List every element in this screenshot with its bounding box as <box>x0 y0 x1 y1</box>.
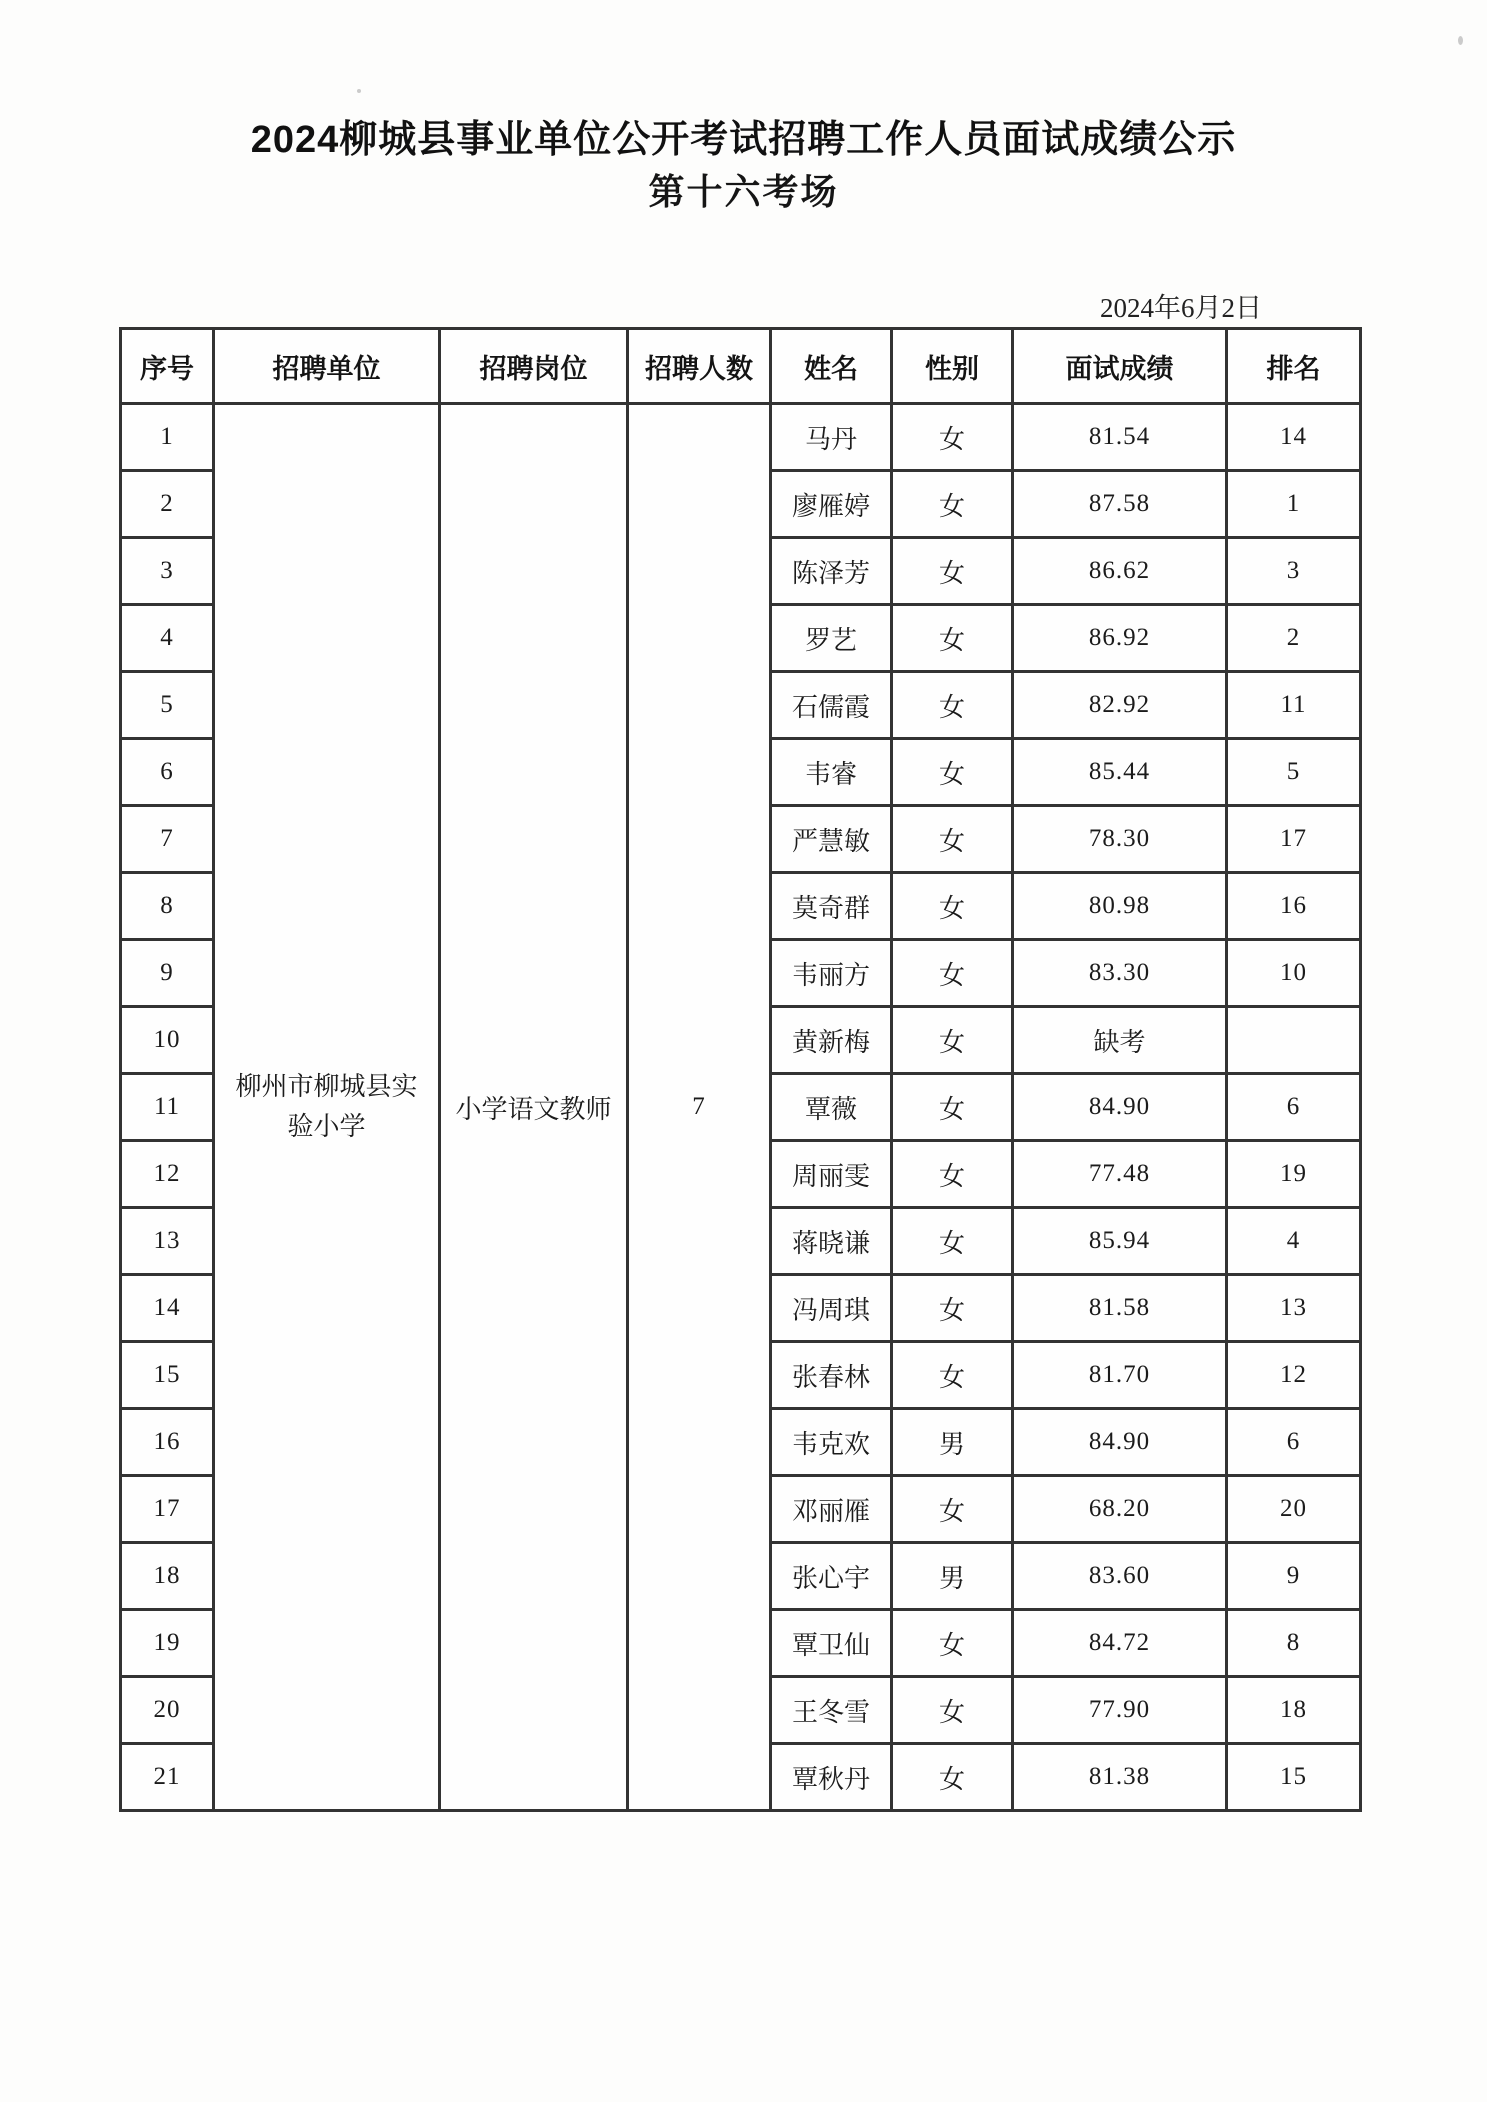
rank-cell: 2 <box>1227 605 1361 672</box>
name-cell: 廖雁婷 <box>771 471 892 538</box>
rank-cell: 15 <box>1227 1744 1361 1811</box>
gender-cell: 女 <box>892 1744 1013 1811</box>
name-cell: 罗艺 <box>771 605 892 672</box>
name-cell: 严慧敏 <box>771 806 892 873</box>
name-cell: 石儒霞 <box>771 672 892 739</box>
gender-cell: 女 <box>892 1007 1013 1074</box>
seq-cell: 1 <box>121 404 214 471</box>
gender-cell: 女 <box>892 940 1013 1007</box>
score-cell: 85.94 <box>1013 1208 1227 1275</box>
page-title: 2024柳城县事业单位公开考试招聘工作人员面试成绩公示 <box>250 119 1237 161</box>
score-cell: 84.72 <box>1013 1610 1227 1677</box>
name-cell: 周丽雯 <box>771 1141 892 1208</box>
table-body <box>121 404 1361 1811</box>
gender-cell: 女 <box>892 605 1013 672</box>
score-cell: 81.58 <box>1013 1275 1227 1342</box>
rank-cell: 1 <box>1227 471 1361 538</box>
name-cell: 邓丽雁 <box>771 1476 892 1543</box>
headcount-cell: 7 <box>628 404 771 1811</box>
gender-cell: 女 <box>892 1074 1013 1141</box>
seq-cell: 11 <box>121 1074 214 1141</box>
gender-cell: 女 <box>892 1141 1013 1208</box>
seq-cell: 15 <box>121 1342 214 1409</box>
gender-cell: 女 <box>892 672 1013 739</box>
rank-cell: 17 <box>1227 806 1361 873</box>
header-name: 姓名 <box>771 329 892 404</box>
name-cell: 黄新梅 <box>771 1007 892 1074</box>
score-cell: 87.58 <box>1013 471 1227 538</box>
rank-cell: 6 <box>1227 1074 1361 1141</box>
gender-cell: 女 <box>892 1677 1013 1744</box>
seq-cell: 20 <box>121 1677 214 1744</box>
name-cell: 张心宇 <box>771 1543 892 1610</box>
gender-cell: 女 <box>892 873 1013 940</box>
gender-cell: 女 <box>892 471 1013 538</box>
table-row <box>121 404 1361 471</box>
scan-speck <box>357 89 361 93</box>
name-cell: 蒋晓谦 <box>771 1208 892 1275</box>
header-position: 招聘岗位 <box>440 329 628 404</box>
seq-cell: 17 <box>121 1476 214 1543</box>
score-cell: 86.62 <box>1013 538 1227 605</box>
document-date: 2024年6月2日 <box>1100 293 1262 323</box>
rank-cell: 5 <box>1227 739 1361 806</box>
unit-cell: 柳州市柳城县实验小学 <box>214 404 440 1811</box>
header-unit: 招聘单位 <box>214 329 440 404</box>
gender-cell: 男 <box>892 1409 1013 1476</box>
rank-cell: 14 <box>1227 404 1361 471</box>
gender-cell: 男 <box>892 1543 1013 1610</box>
gender-cell: 女 <box>892 538 1013 605</box>
seq-cell: 6 <box>121 739 214 806</box>
rank-cell: 16 <box>1227 873 1361 940</box>
position-cell: 小学语文教师 <box>440 404 628 1811</box>
header-gender: 性别 <box>892 329 1013 404</box>
page-subtitle: 第十六考场 <box>648 171 839 212</box>
rank-cell: 4 <box>1227 1208 1361 1275</box>
score-cell: 81.70 <box>1013 1342 1227 1409</box>
rank-cell: 6 <box>1227 1409 1361 1476</box>
score-cell: 缺考 <box>1013 1007 1227 1074</box>
rank-cell: 18 <box>1227 1677 1361 1744</box>
gender-cell: 女 <box>892 806 1013 873</box>
rank-cell: 9 <box>1227 1543 1361 1610</box>
table-header-row <box>121 329 1361 404</box>
seq-cell: 16 <box>121 1409 214 1476</box>
header-seq: 序号 <box>121 329 214 404</box>
rank-cell: 19 <box>1227 1141 1361 1208</box>
name-cell: 韦睿 <box>771 739 892 806</box>
name-cell: 莫奇群 <box>771 873 892 940</box>
score-cell: 84.90 <box>1013 1074 1227 1141</box>
gender-cell: 女 <box>892 739 1013 806</box>
seq-cell: 3 <box>121 538 214 605</box>
score-cell: 68.20 <box>1013 1476 1227 1543</box>
rank-cell <box>1227 1007 1361 1074</box>
name-cell: 覃秋丹 <box>771 1744 892 1811</box>
score-cell: 77.90 <box>1013 1677 1227 1744</box>
name-cell: 覃卫仙 <box>771 1610 892 1677</box>
rank-cell: 10 <box>1227 940 1361 1007</box>
score-cell: 80.98 <box>1013 873 1227 940</box>
score-cell: 85.44 <box>1013 739 1227 806</box>
seq-cell: 2 <box>121 471 214 538</box>
rank-cell: 11 <box>1227 672 1361 739</box>
seq-cell: 19 <box>121 1610 214 1677</box>
interview-score-table <box>119 327 1362 1812</box>
score-cell: 82.92 <box>1013 672 1227 739</box>
gender-cell: 女 <box>892 1342 1013 1409</box>
seq-cell: 21 <box>121 1744 214 1811</box>
score-cell: 83.60 <box>1013 1543 1227 1610</box>
header-headcount: 招聘人数 <box>628 329 771 404</box>
gender-cell: 女 <box>892 1476 1013 1543</box>
seq-cell: 13 <box>121 1208 214 1275</box>
seq-cell: 7 <box>121 806 214 873</box>
score-cell: 84.90 <box>1013 1409 1227 1476</box>
score-cell: 77.48 <box>1013 1141 1227 1208</box>
score-cell: 78.30 <box>1013 806 1227 873</box>
seq-cell: 9 <box>121 940 214 1007</box>
seq-cell: 5 <box>121 672 214 739</box>
name-cell: 张春林 <box>771 1342 892 1409</box>
header-score: 面试成绩 <box>1013 329 1227 404</box>
name-cell: 马丹 <box>771 404 892 471</box>
name-cell: 韦克欢 <box>771 1409 892 1476</box>
score-cell: 81.38 <box>1013 1744 1227 1811</box>
seq-cell: 4 <box>121 605 214 672</box>
score-cell: 81.54 <box>1013 404 1227 471</box>
name-cell: 冯周琪 <box>771 1275 892 1342</box>
score-cell: 86.92 <box>1013 605 1227 672</box>
seq-cell: 10 <box>121 1007 214 1074</box>
score-cell: 83.30 <box>1013 940 1227 1007</box>
header-rank: 排名 <box>1227 329 1361 404</box>
gender-cell: 女 <box>892 1208 1013 1275</box>
rank-cell: 8 <box>1227 1610 1361 1677</box>
gender-cell: 女 <box>892 1610 1013 1677</box>
gender-cell: 女 <box>892 1275 1013 1342</box>
gender-cell: 女 <box>892 404 1013 471</box>
rank-cell: 13 <box>1227 1275 1361 1342</box>
name-cell: 王冬雪 <box>771 1677 892 1744</box>
seq-cell: 12 <box>121 1141 214 1208</box>
rank-cell: 12 <box>1227 1342 1361 1409</box>
scan-speck <box>1458 36 1463 45</box>
name-cell: 陈泽芳 <box>771 538 892 605</box>
name-cell: 韦丽方 <box>771 940 892 1007</box>
seq-cell: 8 <box>121 873 214 940</box>
rank-cell: 3 <box>1227 538 1361 605</box>
rank-cell: 20 <box>1227 1476 1361 1543</box>
seq-cell: 14 <box>121 1275 214 1342</box>
name-cell: 覃薇 <box>771 1074 892 1141</box>
seq-cell: 18 <box>121 1543 214 1610</box>
